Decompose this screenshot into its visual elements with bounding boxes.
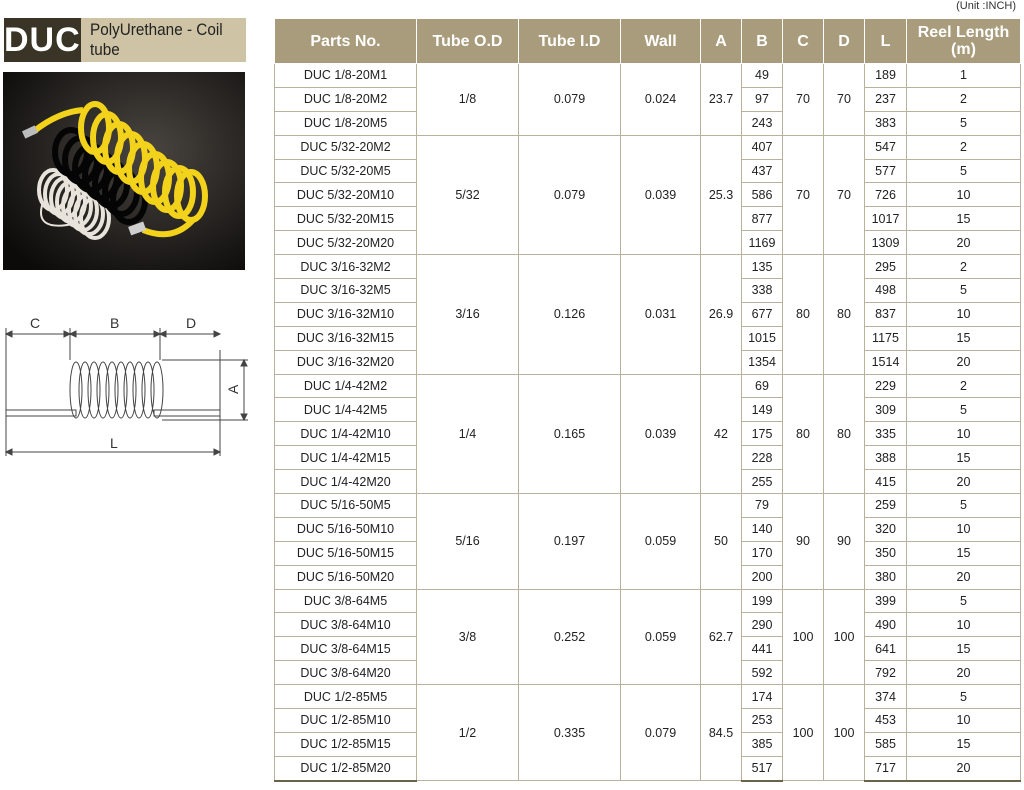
cell-reel-length: 15 xyxy=(907,207,1021,231)
table-row xyxy=(275,135,1021,159)
cell-l: 837 xyxy=(865,302,907,326)
product-description: PolyUrethane - Coil tube xyxy=(89,20,223,59)
header-tube-od: Tube O.D xyxy=(417,19,519,64)
unit-label: (Unit :INCH) xyxy=(956,0,1016,12)
spec-table-body xyxy=(275,64,1021,781)
header-reel-length: Reel Length (m) xyxy=(907,19,1021,64)
cell-reel-length: 2 xyxy=(907,87,1021,111)
cell-part-no: DUC 5/16-50M20 xyxy=(275,565,417,589)
cell-reel-length: 15 xyxy=(907,541,1021,565)
cell-part-no: DUC 3/8-64M10 xyxy=(275,613,417,637)
cell-b: 79 xyxy=(742,494,783,518)
cell-c: 70 xyxy=(783,64,824,136)
cell-part-no: DUC 1/4-42M20 xyxy=(275,470,417,494)
spec-table xyxy=(274,18,1021,782)
cell-wall: 0.024 xyxy=(621,64,701,136)
cell-part-no: DUC 1/4-42M15 xyxy=(275,446,417,470)
cell-a: 50 xyxy=(701,494,742,590)
cell-reel-length: 10 xyxy=(907,709,1021,733)
cell-a: 84.5 xyxy=(701,685,742,781)
cell-l: 189 xyxy=(865,64,907,88)
cell-reel-length: 5 xyxy=(907,398,1021,422)
cell-b: 290 xyxy=(742,613,783,637)
table-row xyxy=(275,255,1021,279)
cell-b: 175 xyxy=(742,422,783,446)
cell-c: 80 xyxy=(783,255,824,374)
cell-l: 1175 xyxy=(865,326,907,350)
table-row xyxy=(275,64,1021,88)
cell-l: 350 xyxy=(865,541,907,565)
coil-tube-photo-icon xyxy=(3,72,245,270)
cell-b: 441 xyxy=(742,637,783,661)
cell-b: 243 xyxy=(742,111,783,135)
header-wall: Wall xyxy=(621,19,701,64)
cell-reel-length: 5 xyxy=(907,494,1021,518)
cell-a: 23.7 xyxy=(701,64,742,136)
cell-tube-id: 0.252 xyxy=(519,589,621,685)
cell-l: 1309 xyxy=(865,231,907,255)
cell-c: 90 xyxy=(783,494,824,590)
cell-reel-length: 5 xyxy=(907,685,1021,709)
cell-reel-length: 2 xyxy=(907,255,1021,279)
cell-b: 170 xyxy=(742,541,783,565)
cell-wall: 0.079 xyxy=(621,685,701,781)
header-a: A xyxy=(701,19,742,64)
product-code: DUC xyxy=(4,18,81,62)
table-row xyxy=(275,685,1021,709)
cell-a: 25.3 xyxy=(701,135,742,254)
header-c: C xyxy=(783,19,824,64)
cell-reel-length: 15 xyxy=(907,326,1021,350)
cell-part-no: DUC 3/8-64M20 xyxy=(275,661,417,685)
cell-reel-length: 5 xyxy=(907,279,1021,303)
cell-b: 255 xyxy=(742,470,783,494)
cell-part-no: DUC 5/16-50M10 xyxy=(275,517,417,541)
cell-reel-length: 10 xyxy=(907,517,1021,541)
cell-a: 62.7 xyxy=(701,589,742,685)
cell-b: 200 xyxy=(742,565,783,589)
cell-b: 69 xyxy=(742,374,783,398)
cell-b: 140 xyxy=(742,517,783,541)
product-photo xyxy=(3,72,245,270)
cell-reel-length: 10 xyxy=(907,422,1021,446)
cell-l: 577 xyxy=(865,159,907,183)
cell-d: 90 xyxy=(824,494,865,590)
cell-a: 26.9 xyxy=(701,255,742,374)
dim-label-a: A xyxy=(225,384,241,394)
cell-l: 388 xyxy=(865,446,907,470)
cell-b: 1015 xyxy=(742,326,783,350)
cell-tube-od: 5/32 xyxy=(417,135,519,254)
product-brand-banner xyxy=(4,18,246,62)
cell-tube-od: 5/16 xyxy=(417,494,519,590)
cell-reel-length: 20 xyxy=(907,350,1021,374)
cell-part-no: DUC 1/2-85M15 xyxy=(275,732,417,756)
cell-d: 80 xyxy=(824,255,865,374)
cell-b: 338 xyxy=(742,279,783,303)
cell-c: 100 xyxy=(783,589,824,685)
cell-l: 726 xyxy=(865,183,907,207)
cell-l: 383 xyxy=(865,111,907,135)
cell-b: 253 xyxy=(742,709,783,733)
cell-part-no: DUC 5/32-20M15 xyxy=(275,207,417,231)
cell-reel-length: 1 xyxy=(907,64,1021,88)
table-row xyxy=(275,374,1021,398)
cell-l: 641 xyxy=(865,637,907,661)
cell-reel-length: 15 xyxy=(907,446,1021,470)
cell-wall: 0.031 xyxy=(621,255,701,374)
cell-tube-id: 0.165 xyxy=(519,374,621,493)
cell-part-no: DUC 3/16-32M2 xyxy=(275,255,417,279)
cell-part-no: DUC 1/4-42M2 xyxy=(275,374,417,398)
cell-part-no: DUC 1/8-20M5 xyxy=(275,111,417,135)
cell-reel-length: 20 xyxy=(907,470,1021,494)
cell-reel-length: 15 xyxy=(907,732,1021,756)
cell-reel-length: 20 xyxy=(907,231,1021,255)
cell-part-no: DUC 1/2-85M5 xyxy=(275,685,417,709)
cell-part-no: DUC 3/16-32M15 xyxy=(275,326,417,350)
cell-l: 320 xyxy=(865,517,907,541)
cell-l: 1514 xyxy=(865,350,907,374)
cell-part-no: DUC 3/8-64M15 xyxy=(275,637,417,661)
cell-l: 380 xyxy=(865,565,907,589)
cell-part-no: DUC 1/8-20M2 xyxy=(275,87,417,111)
cell-tube-od: 3/16 xyxy=(417,255,519,374)
cell-b: 437 xyxy=(742,159,783,183)
cell-b: 135 xyxy=(742,255,783,279)
cell-tube-od: 1/4 xyxy=(417,374,519,493)
cell-tube-od: 3/8 xyxy=(417,589,519,685)
cell-part-no: DUC 1/4-42M5 xyxy=(275,398,417,422)
cell-part-no: DUC 5/32-20M20 xyxy=(275,231,417,255)
cell-b: 174 xyxy=(742,685,783,709)
header-b: B xyxy=(742,19,783,64)
cell-reel-length: 20 xyxy=(907,565,1021,589)
cell-b: 586 xyxy=(742,183,783,207)
cell-reel-length: 2 xyxy=(907,135,1021,159)
cell-reel-length: 5 xyxy=(907,159,1021,183)
cell-tube-id: 0.335 xyxy=(519,685,621,781)
cell-l: 335 xyxy=(865,422,907,446)
cell-part-no: DUC 1/2-85M20 xyxy=(275,756,417,780)
cell-b: 877 xyxy=(742,207,783,231)
cell-b: 677 xyxy=(742,302,783,326)
header-d: D xyxy=(824,19,865,64)
cell-d: 80 xyxy=(824,374,865,493)
cell-b: 149 xyxy=(742,398,783,422)
cell-part-no: DUC 1/8-20M1 xyxy=(275,64,417,88)
cell-d: 100 xyxy=(824,685,865,781)
cell-reel-length: 5 xyxy=(907,589,1021,613)
header-tube-id: Tube I.D xyxy=(519,19,621,64)
cell-part-no: DUC 5/16-50M15 xyxy=(275,541,417,565)
cell-part-no: DUC 1/4-42M10 xyxy=(275,422,417,446)
cell-reel-length: 5 xyxy=(907,111,1021,135)
cell-reel-length: 2 xyxy=(907,374,1021,398)
cell-part-no: DUC 5/32-20M10 xyxy=(275,183,417,207)
cell-l: 237 xyxy=(865,87,907,111)
cell-l: 374 xyxy=(865,685,907,709)
cell-l: 453 xyxy=(865,709,907,733)
cell-part-no: DUC 3/16-32M10 xyxy=(275,302,417,326)
cell-c: 100 xyxy=(783,685,824,781)
cell-wall: 0.039 xyxy=(621,374,701,493)
dim-label-b: B xyxy=(110,315,120,331)
cell-b: 385 xyxy=(742,732,783,756)
cell-l: 717 xyxy=(865,756,907,780)
cell-c: 70 xyxy=(783,135,824,254)
dimension-diagram xyxy=(2,310,252,470)
cell-l: 259 xyxy=(865,494,907,518)
cell-l: 547 xyxy=(865,135,907,159)
cell-d: 100 xyxy=(824,589,865,685)
cell-l: 1017 xyxy=(865,207,907,231)
cell-wall: 0.059 xyxy=(621,494,701,590)
cell-reel-length: 10 xyxy=(907,302,1021,326)
cell-reel-length: 20 xyxy=(907,756,1021,780)
cell-reel-length: 20 xyxy=(907,661,1021,685)
cell-l: 229 xyxy=(865,374,907,398)
cell-tube-id: 0.079 xyxy=(519,135,621,254)
cell-tube-id: 0.126 xyxy=(519,255,621,374)
cell-reel-length: 10 xyxy=(907,183,1021,207)
cell-b: 517 xyxy=(742,756,783,780)
cell-tube-id: 0.079 xyxy=(519,64,621,136)
cell-part-no: DUC 5/32-20M2 xyxy=(275,135,417,159)
cell-tube-od: 1/2 xyxy=(417,685,519,781)
cell-tube-id: 0.197 xyxy=(519,494,621,590)
cell-part-no: DUC 5/16-50M5 xyxy=(275,494,417,518)
cell-l: 415 xyxy=(865,470,907,494)
cell-l: 399 xyxy=(865,589,907,613)
cell-a: 42 xyxy=(701,374,742,493)
cell-l: 295 xyxy=(865,255,907,279)
dim-label-l: L xyxy=(110,435,118,451)
header-parts-no: Parts No. xyxy=(275,19,417,64)
cell-l: 309 xyxy=(865,398,907,422)
header-l: L xyxy=(865,19,907,64)
dim-label-d: D xyxy=(186,315,197,331)
cell-l: 490 xyxy=(865,613,907,637)
cell-l: 792 xyxy=(865,661,907,685)
cell-b: 49 xyxy=(742,64,783,88)
cell-part-no: DUC 5/32-20M5 xyxy=(275,159,417,183)
cell-b: 199 xyxy=(742,589,783,613)
cell-b: 407 xyxy=(742,135,783,159)
cell-b: 592 xyxy=(742,661,783,685)
cell-c: 80 xyxy=(783,374,824,493)
cell-part-no: DUC 3/16-32M5 xyxy=(275,279,417,303)
coil-dimension-drawing-icon xyxy=(2,310,252,470)
cell-part-no: DUC 3/8-64M5 xyxy=(275,589,417,613)
cell-l: 585 xyxy=(865,732,907,756)
cell-l: 498 xyxy=(865,279,907,303)
cell-part-no: DUC 3/16-32M20 xyxy=(275,350,417,374)
cell-wall: 0.059 xyxy=(621,589,701,685)
cell-part-no: DUC 1/2-85M10 xyxy=(275,709,417,733)
dim-label-c: C xyxy=(30,315,41,331)
cell-d: 70 xyxy=(824,64,865,136)
table-row xyxy=(275,589,1021,613)
cell-d: 70 xyxy=(824,135,865,254)
cell-b: 97 xyxy=(742,87,783,111)
cell-b: 1354 xyxy=(742,350,783,374)
cell-tube-od: 1/8 xyxy=(417,64,519,136)
cell-b: 1169 xyxy=(742,231,783,255)
table-row xyxy=(275,494,1021,518)
cell-reel-length: 15 xyxy=(907,637,1021,661)
cell-reel-length: 10 xyxy=(907,613,1021,637)
spec-table-header xyxy=(275,19,1021,64)
cell-b: 228 xyxy=(742,446,783,470)
cell-wall: 0.039 xyxy=(621,135,701,254)
